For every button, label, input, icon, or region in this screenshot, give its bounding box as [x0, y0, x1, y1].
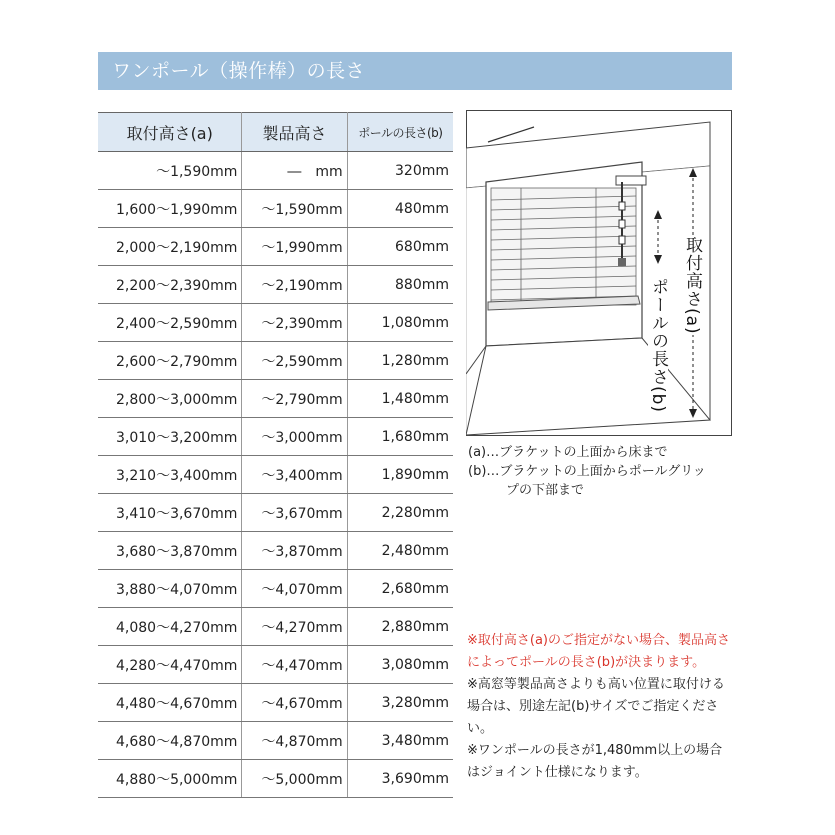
cell-pole-length: 3,080mm	[347, 646, 453, 684]
pole-length-label: ポールの長さ(b)	[648, 278, 668, 414]
mounting-height-label: 取付高さ(a)	[682, 236, 702, 335]
table-row	[98, 152, 453, 190]
cell-pole-length: 1,280mm	[347, 342, 453, 380]
section-title: ワンポール（操作棒）の長さ	[112, 60, 366, 82]
table-row	[98, 760, 453, 798]
table-row	[98, 570, 453, 608]
cell-product-height: ～3,870mm	[242, 532, 347, 570]
cell-pole-length: 480mm	[347, 190, 453, 228]
cell-product-height: ～3,670mm	[242, 494, 347, 532]
cell-product-height: ― mm	[242, 152, 347, 190]
cell-mounting-height: 3,210～3,400mm	[98, 456, 242, 494]
cell-mounting-height: 4,080～4,270mm	[98, 608, 242, 646]
table-row	[98, 418, 453, 456]
note-high-window: ※高窓等製品高さよりも高い位置に取付ける場合は、別途左記(b)サイズでご指定ください。	[467, 677, 725, 736]
table-row	[98, 494, 453, 532]
cell-mounting-height: 2,800～3,000mm	[98, 380, 242, 418]
cell-mounting-height: 4,280～4,470mm	[98, 646, 242, 684]
cell-mounting-height: 4,480～4,670mm	[98, 684, 242, 722]
table-row	[98, 646, 453, 684]
cell-mounting-height: 2,600～2,790mm	[98, 342, 242, 380]
table-row	[98, 684, 453, 722]
cell-product-height: ～2,590mm	[242, 342, 347, 380]
table-row	[98, 342, 453, 380]
cell-mounting-height: 1,600～1,990mm	[98, 190, 242, 228]
cell-product-height: ～1,990mm	[242, 228, 347, 266]
cell-product-height: ～2,190mm	[242, 266, 347, 304]
cell-product-height: ～2,790mm	[242, 380, 347, 418]
legend-b-line2: プの下部まで	[506, 483, 585, 498]
cell-pole-length: 2,680mm	[347, 570, 453, 608]
cell-pole-length: 1,890mm	[347, 456, 453, 494]
blind-installation-illustration	[466, 110, 732, 436]
cell-pole-length: 2,880mm	[347, 608, 453, 646]
table-header-row	[98, 113, 453, 152]
cell-pole-length: 1,680mm	[347, 418, 453, 456]
table-row	[98, 608, 453, 646]
header-pole-length: ポールの長さ(b)	[347, 113, 453, 152]
cell-pole-length: 3,280mm	[347, 684, 453, 722]
header-mounting-height: 取付高さ(a)	[98, 113, 242, 152]
pole-length-table	[98, 112, 453, 798]
cell-mounting-height: ～1,590mm	[98, 152, 242, 190]
cell-product-height: ～4,070mm	[242, 570, 347, 608]
cell-product-height: ～3,400mm	[242, 456, 347, 494]
cell-mounting-height: 3,680～3,870mm	[98, 532, 242, 570]
table-row	[98, 722, 453, 760]
cell-product-height: ～4,470mm	[242, 646, 347, 684]
cell-product-height: ～4,870mm	[242, 722, 347, 760]
cell-pole-length: 880mm	[347, 266, 453, 304]
legend-a: (a)…ブラケットの上面から床まで	[468, 445, 668, 460]
table-row	[98, 532, 453, 570]
table-row	[98, 304, 453, 342]
header-product-height: 製品高さ	[242, 113, 347, 152]
cell-pole-length: 1,080mm	[347, 304, 453, 342]
cell-product-height: ～3,000mm	[242, 418, 347, 456]
table-row	[98, 190, 453, 228]
cell-product-height: ～2,390mm	[242, 304, 347, 342]
cell-pole-length: 3,690mm	[347, 760, 453, 798]
cell-product-height: ～4,670mm	[242, 684, 347, 722]
cell-product-height: ～1,590mm	[242, 190, 347, 228]
cell-pole-length: 2,480mm	[347, 532, 453, 570]
legend-b-line1: (b)…ブラケットの上面からポールグリッ	[468, 464, 706, 479]
cell-mounting-height: 4,880～5,000mm	[98, 760, 242, 798]
table-row	[98, 380, 453, 418]
table-row	[98, 228, 453, 266]
cell-product-height: ～5,000mm	[242, 760, 347, 798]
cell-pole-length: 2,280mm	[347, 494, 453, 532]
cell-pole-length: 1,480mm	[347, 380, 453, 418]
cell-mounting-height: 3,410～3,670mm	[98, 494, 242, 532]
cell-mounting-height: 2,200～2,390mm	[98, 266, 242, 304]
note-unspecified-height: ※取付高さ(a)のご指定がない場合、製品高さによってポールの長さ(b)が決まります。	[467, 633, 731, 670]
table-body	[98, 152, 453, 798]
cell-mounting-height: 3,010～3,200mm	[98, 418, 242, 456]
table-row	[98, 456, 453, 494]
cell-mounting-height: 4,680～4,870mm	[98, 722, 242, 760]
cell-mounting-height: 2,400～2,590mm	[98, 304, 242, 342]
cell-mounting-height: 3,880～4,070mm	[98, 570, 242, 608]
illustration-legend	[468, 443, 706, 500]
note-joint-spec: ※ワンポールの長さが1,480mm以上の場合はジョイント仕様になります。	[467, 743, 723, 780]
table-row	[98, 266, 453, 304]
notes-block	[467, 630, 735, 784]
cell-mounting-height: 2,000～2,190mm	[98, 228, 242, 266]
section-title-banner	[98, 52, 732, 90]
cell-product-height: ～4,270mm	[242, 608, 347, 646]
cell-pole-length: 680mm	[347, 228, 453, 266]
cell-pole-length: 320mm	[347, 152, 453, 190]
cell-pole-length: 3,480mm	[347, 722, 453, 760]
